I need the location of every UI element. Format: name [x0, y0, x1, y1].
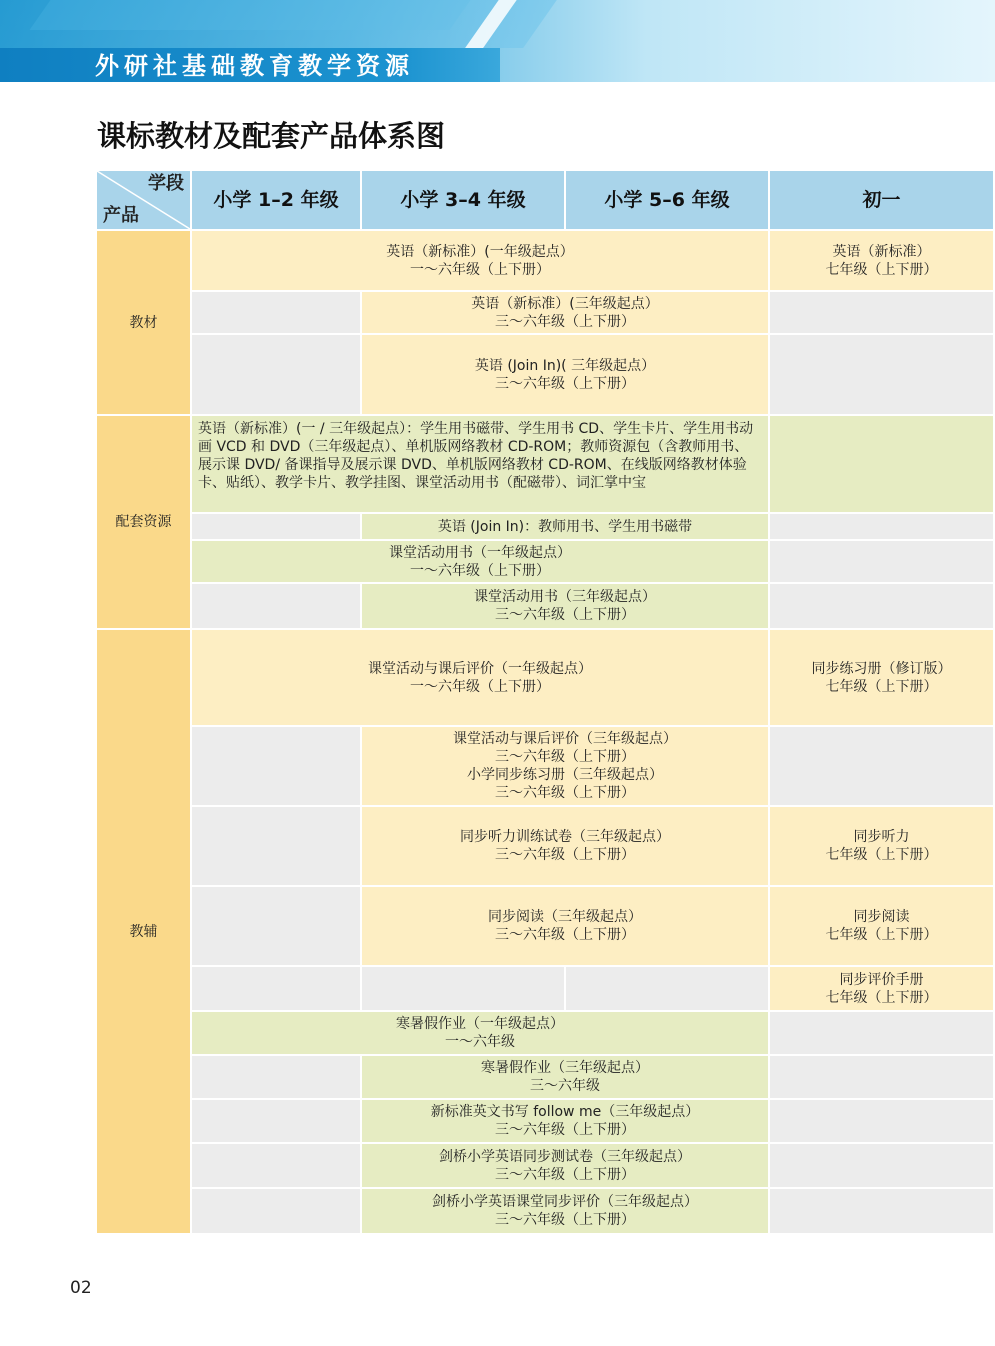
- column-header-junior-1: 初一: [770, 171, 993, 229]
- empty-cell: [192, 1100, 360, 1142]
- textbook-cell: 英语（新标准）(一年级起点） 一～六年级（上下册）: [192, 231, 768, 290]
- supplementary-cell: 同步听力训练试卷（三年级起点） 三～六年级（上下册）: [362, 807, 768, 885]
- textbook-cell: 英语 (Join In)( 三年级起点） 三～六年级（上下册）: [362, 335, 768, 414]
- supplementary-cell: 同步练习册（修订版） 七年级（上下册）: [770, 630, 993, 725]
- empty-cell: [192, 514, 360, 539]
- resource-cell: 英语（新标准）(一 / 三年级起点）：学生用书磁带、学生用书 CD、学生卡片、学生用书动画 VCD 和 DVD（三年级起点）、单机版网络教材 CD-ROM；教师资源包（含教师用书、展示课 DVD/ 备课指导及展示课 DVD、单机版网络教材 CD-ROM、在线版网络教材体验卡、贴纸）、教学卡片、教学挂图、课堂活动用书（配磁带）、词汇掌中宝: [192, 416, 768, 512]
- empty-cell: [362, 967, 564, 1010]
- corner-label-stage: 学段: [148, 173, 184, 194]
- resource-cell: 课堂活动用书（三年级起点） 三～六年级（上下册）: [362, 584, 768, 628]
- category-textbook: 教材: [97, 231, 190, 414]
- column-header-grade-5-6: 小学 5–6 年级: [566, 171, 768, 229]
- supplementary-cell: 同步阅读（三年级起点） 三～六年级（上下册）: [362, 887, 768, 965]
- empty-cell: [770, 335, 993, 414]
- resource-cell: 英语 (Join In)：教师用书、学生用书磁带: [362, 514, 768, 539]
- page-number: 02: [70, 1278, 92, 1298]
- empty-cell: [192, 887, 360, 965]
- empty-cell: [192, 335, 360, 414]
- empty-cell: [192, 1056, 360, 1098]
- banner-title: 外研社基础教育教学资源: [95, 52, 414, 80]
- empty-cell: [770, 1189, 993, 1233]
- supplementary-cell: 剑桥小学英语课堂同步评价（三年级起点） 三～六年级（上下册）: [362, 1189, 768, 1233]
- column-header-grade-1-2: 小学 1–2 年级: [192, 171, 360, 229]
- product-system-table: [97, 171, 993, 1233]
- empty-cell: [192, 292, 360, 333]
- supplementary-cell: 剑桥小学英语同步测试卷（三年级起点） 三～六年级（上下册）: [362, 1144, 768, 1187]
- corner-header: [97, 171, 190, 229]
- supplementary-cell: 课堂活动与课后评价（三年级起点） 三～六年级（上下册） 小学同步练习册（三年级起点） 三～六年级（上下册）: [362, 727, 768, 805]
- empty-cell: [770, 584, 993, 628]
- empty-cell: [770, 1012, 993, 1054]
- page-banner: [0, 0, 995, 82]
- empty-cell: [770, 292, 993, 333]
- supplementary-cell: 寒暑假作业（三年级起点） 三～六年级: [362, 1056, 768, 1098]
- empty-cell: [770, 514, 993, 539]
- textbook-cell: 英语（新标准） 七年级（上下册）: [770, 231, 993, 290]
- empty-cell: [770, 416, 993, 512]
- textbook-cell: 英语（新标准）(三年级起点） 三～六年级（上下册）: [362, 292, 768, 333]
- empty-cell: [192, 1144, 360, 1187]
- column-header-grade-3-4: 小学 3–4 年级: [362, 171, 564, 229]
- supplementary-cell: 同步评价手册 七年级（上下册）: [770, 967, 993, 1010]
- empty-cell: [770, 541, 993, 582]
- supplementary-cell: 新标准英文书写 follow me（三年级起点） 三～六年级（上下册）: [362, 1100, 768, 1142]
- empty-cell: [192, 584, 360, 628]
- page-title: 课标教材及配套产品体系图: [97, 119, 446, 153]
- resource-cell: 课堂活动用书（一年级起点） 一～六年级（上下册）: [192, 541, 768, 582]
- supplementary-cell: 课堂活动与课后评价（一年级起点） 一～六年级（上下册）: [192, 630, 768, 725]
- empty-cell: [192, 807, 360, 885]
- category-supplementary: 教辅: [97, 630, 190, 1233]
- corner-label-product: 产品: [103, 205, 139, 226]
- empty-cell: [770, 727, 993, 805]
- empty-cell: [192, 727, 360, 805]
- empty-cell: [192, 967, 360, 1010]
- supplementary-cell: 寒暑假作业（一年级起点） 一～六年级: [192, 1012, 768, 1054]
- category-resources: 配套资源: [97, 416, 190, 628]
- empty-cell: [770, 1100, 993, 1142]
- empty-cell: [566, 967, 768, 1010]
- empty-cell: [192, 1189, 360, 1233]
- empty-cell: [770, 1144, 993, 1187]
- supplementary-cell: 同步阅读 七年级（上下册）: [770, 887, 993, 965]
- empty-cell: [770, 1056, 993, 1098]
- supplementary-cell: 同步听力 七年级（上下册）: [770, 807, 993, 885]
